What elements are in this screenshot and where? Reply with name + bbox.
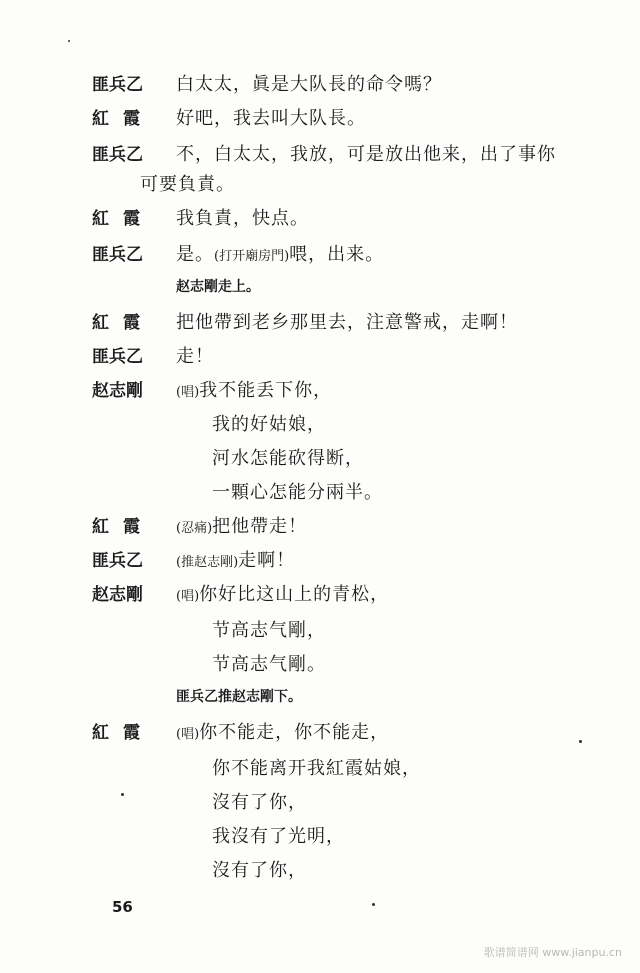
speaker-name: 匪兵乙 <box>92 551 143 571</box>
page-number: 56 <box>112 898 133 916</box>
verse-text: 我的好姑娘， <box>212 414 326 435</box>
scan-speck <box>121 793 124 796</box>
dialogue-text: 白太太，眞是大队長的命令嗎？ <box>176 74 442 95</box>
dialogue-text-part: 我不能丢下你， <box>199 380 333 401</box>
dialogue-text-part: 是。 <box>176 244 214 265</box>
watermark-text: 歌谱简谱网 www.jianpu.cn <box>483 946 622 959</box>
dialogue-text-part: 你好比这山上的青松， <box>199 584 390 605</box>
scan-speck <box>372 903 375 906</box>
dialogue-text <box>176 512 307 544</box>
stage-cue: (唱) <box>176 385 200 400</box>
scan-speck <box>579 740 582 743</box>
speaker-name: 紅霞 <box>92 517 154 537</box>
dialogue-text <box>176 546 295 578</box>
dialogue-text <box>176 718 389 750</box>
verse-text: 沒有了你， <box>212 792 307 813</box>
dialogue-text: 好吧，我去叫大队長。 <box>176 108 366 129</box>
dialogue-text <box>176 376 332 408</box>
dialogue-text-part: 把他帶走！ <box>212 516 308 537</box>
verse-text: 一顆心怎能分兩半。 <box>212 482 383 503</box>
speaker-name: 匪兵乙 <box>92 245 143 265</box>
speaker-name: 匪兵乙 <box>92 75 143 95</box>
dialogue-text <box>176 580 389 612</box>
dialogue-text-part: 喂，出来。 <box>289 244 385 265</box>
dialogue-text <box>176 240 384 272</box>
stage-cue: (忍痛) <box>176 521 213 536</box>
dialogue-text: 我負責，快点。 <box>176 208 309 229</box>
speaker-name: 紅霞 <box>92 313 154 333</box>
dialogue-text-part: 走啊！ <box>238 550 296 571</box>
stage-cue: (唱) <box>176 589 200 604</box>
scan-speck <box>68 40 70 42</box>
verse-text: 你不能离开我紅霞姑娘， <box>212 758 421 779</box>
speaker-name: 匪兵乙 <box>92 347 143 367</box>
dialogue-text: 不，白太太，我放，可是放出他来，出了事你 <box>176 144 556 165</box>
stage-direction-text: 赵志剛走上。 <box>176 279 260 295</box>
continuation-text: 可要負責。 <box>140 174 235 195</box>
speaker-name: 匪兵乙 <box>92 145 143 165</box>
stage-cue: (唱) <box>176 727 200 742</box>
speaker-name: 紅霞 <box>92 109 154 129</box>
stage-cue: (打开廟房門) <box>214 249 290 264</box>
dialogue-text: 把他帶到老乡那里去，注意警戒，走啊！ <box>176 312 518 333</box>
verse-text: 河水怎能砍得断， <box>212 448 364 469</box>
speaker-name: 紅霞 <box>92 209 154 229</box>
speaker-name: 赵志剛 <box>92 381 143 401</box>
verse-text: 节高志气剛， <box>212 620 326 641</box>
verse-text: 我沒有了光明， <box>212 826 345 847</box>
stage-cue: (推赵志剛) <box>176 555 239 570</box>
dialogue-text-part: 你不能走，你不能走， <box>199 722 390 743</box>
speaker-name: 紅霞 <box>92 723 154 743</box>
dialogue-text: 走！ <box>176 346 214 367</box>
speaker-name: 赵志剛 <box>92 585 143 605</box>
verse-text: 沒有了你， <box>212 860 307 881</box>
stage-direction-text: 匪兵乙推赵志剛下。 <box>176 689 302 705</box>
verse-text: 节高志气剛。 <box>212 654 326 675</box>
